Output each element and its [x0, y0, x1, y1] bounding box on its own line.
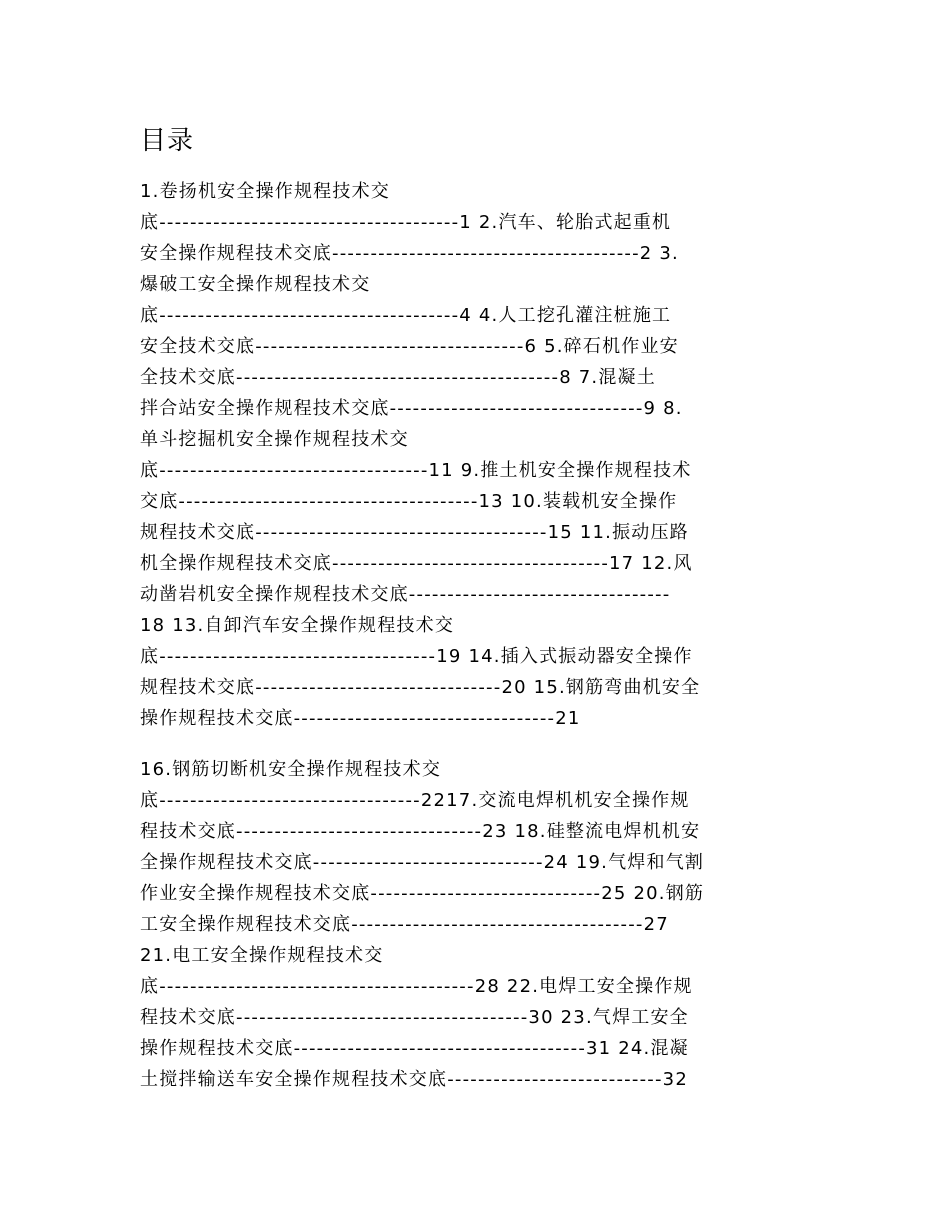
- toc-line: 单斗挖掘机安全操作规程技术交: [140, 429, 409, 450]
- toc-line: 操作规程技术交底--------------------------------------31 24.混凝: [140, 1038, 689, 1059]
- toc-line: 16.钢筋切断机安全操作规程技术交: [140, 759, 442, 780]
- toc-line: 底----------------------------------2217.交流电焊机机安全操作规: [140, 790, 690, 811]
- toc-line: 底---------------------------------------1 2.汽车、轮胎式起重机: [140, 212, 672, 233]
- toc-line: 全操作规程技术交底------------------------------24 19.气焊和气割: [140, 852, 705, 873]
- toc-line: 全技术交底------------------------------------------8 7.混凝土: [140, 367, 656, 388]
- toc-line: 交底---------------------------------------13 10.装载机安全操作: [140, 491, 678, 512]
- toc-line: 21.电工安全操作规程技术交: [140, 945, 384, 966]
- toc-line: 拌合站安全操作规程技术交底---------------------------------9 8.: [140, 398, 683, 419]
- toc-line: 程技术交底--------------------------------------30 23.气焊工安全: [140, 1007, 689, 1028]
- toc-line: 程技术交底--------------------------------23 18.硅整流电焊机机安: [140, 821, 701, 842]
- toc-line: 土搅拌输送车安全操作规程技术交底----------------------------32: [140, 1069, 688, 1090]
- toc-line: 安全技术交底-----------------------------------6 5.碎石机作业安: [140, 336, 679, 357]
- toc-line: 工安全操作规程技术交底--------------------------------------27: [140, 914, 669, 935]
- toc-line: 安全操作规程技术交底----------------------------------------2 3.: [140, 243, 679, 264]
- toc-title: 目录: [140, 126, 195, 156]
- toc-line: 动凿岩机安全操作规程技术交底----------------------------------: [140, 584, 671, 605]
- toc-line: 1.卷扬机安全操作规程技术交: [140, 181, 390, 202]
- toc-line: 规程技术交底--------------------------------------15 11.振动压路: [140, 522, 689, 543]
- toc-line: 18 13.自卸汽车安全操作规程技术交: [140, 615, 455, 636]
- toc-line: 底-----------------------------------------28 22.电焊工安全操作规: [140, 976, 693, 997]
- toc-line: 操作规程技术交底----------------------------------21: [140, 708, 581, 729]
- toc-line: 规程技术交底--------------------------------20 15.钢筋弯曲机安全: [140, 677, 701, 698]
- toc-line: 爆破工安全操作规程技术交: [140, 274, 371, 295]
- toc-line: 底------------------------------------19 14.插入式振动器安全操作: [140, 646, 693, 667]
- paragraph-gap: [140, 734, 820, 754]
- toc-line: 底-----------------------------------11 9.推土机安全操作规程技术: [140, 460, 692, 481]
- table-of-contents: [140, 176, 820, 1095]
- toc-line: 底---------------------------------------4 4.人工挖孔灌注桩施工: [140, 305, 672, 326]
- toc-line: 作业安全操作规程技术交底------------------------------25 20.钢筋: [140, 883, 705, 904]
- toc-line: 机全操作规程技术交底------------------------------------17 12.风: [140, 553, 693, 574]
